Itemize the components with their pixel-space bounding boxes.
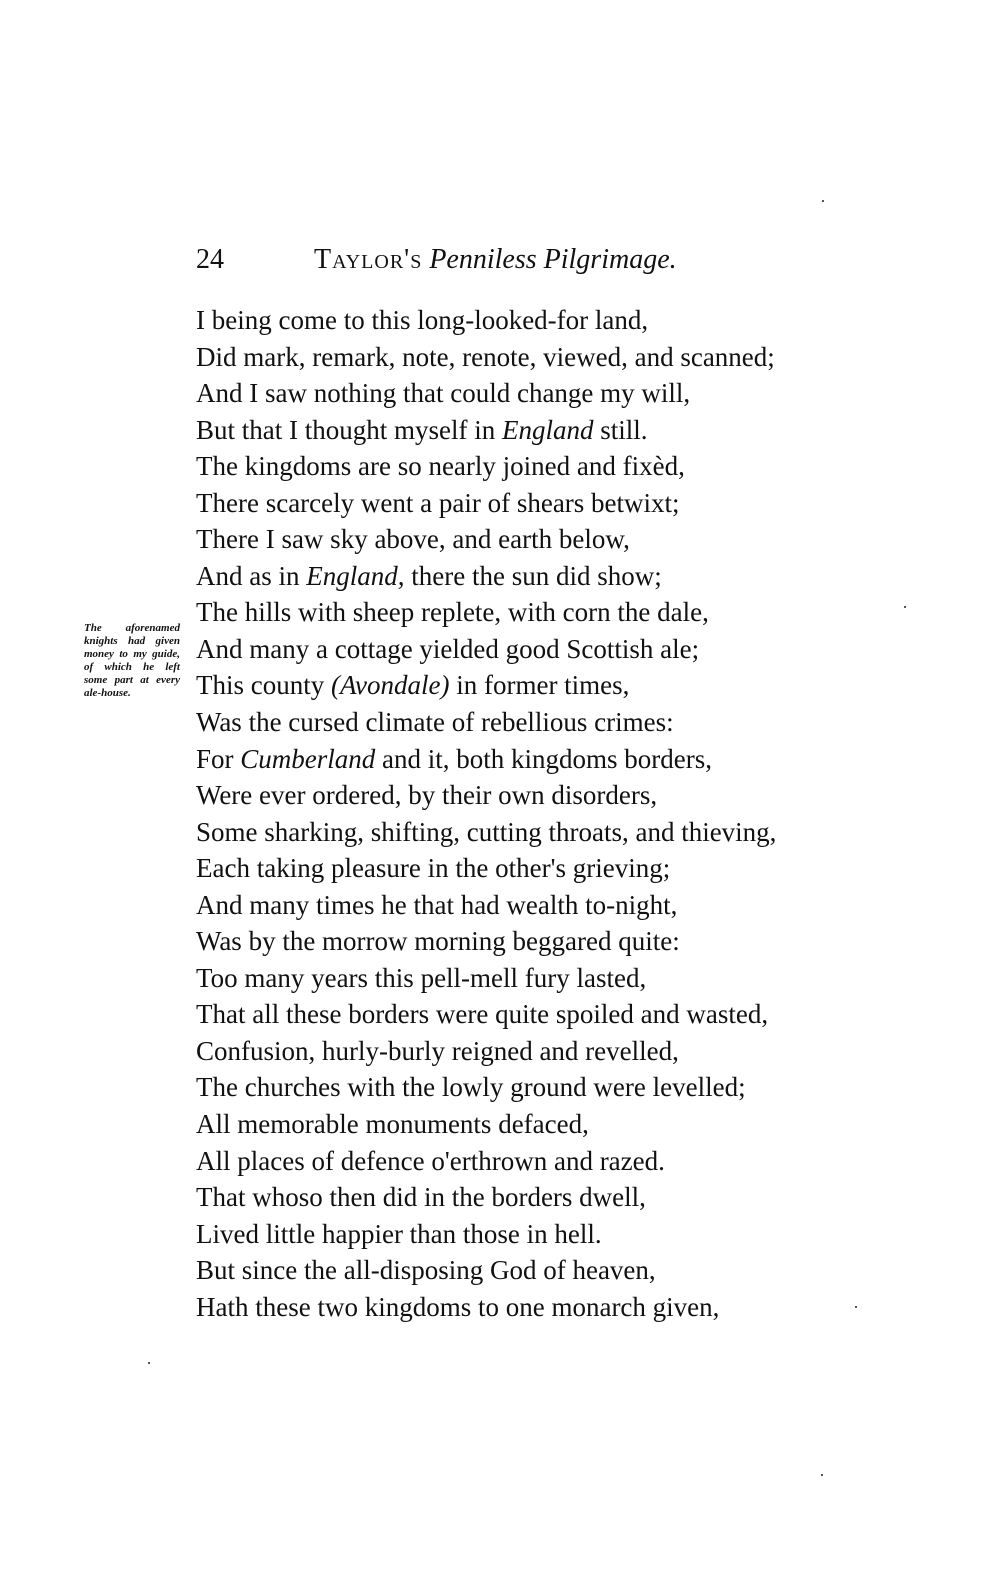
- verse-text: There scarcely went a pair of shears betwixt;: [196, 487, 680, 518]
- verse-line: [196, 814, 876, 851]
- verse-text: That all these borders were quite spoiled and wasted,: [196, 999, 769, 1030]
- verse-line: [196, 777, 876, 814]
- verse-text: All places of defence o'erthrown and razed.: [196, 1145, 665, 1176]
- paper-speck: [822, 200, 824, 202]
- verse-line: [196, 887, 876, 924]
- paper-speck: [148, 1362, 150, 1364]
- verse-text: Too many years this pell-mell fury lasted,: [196, 962, 647, 993]
- verse-line: [196, 1069, 876, 1106]
- verse-text: The hills with sheep replete, with corn the dale,: [196, 597, 709, 628]
- verse-italic-text: England: [501, 414, 594, 445]
- paper-speck: [904, 606, 906, 608]
- verse-text: There I saw sky above, and earth below,: [196, 524, 630, 555]
- verse-line: [196, 1252, 876, 1289]
- page-number: 24: [196, 244, 224, 275]
- verse-text: But since the all-disposing God of heaven,: [196, 1255, 656, 1286]
- verse-text: still.: [593, 414, 648, 445]
- verse-line: [196, 741, 876, 778]
- verse-text: I being come to this long-looked-for land,: [196, 305, 649, 335]
- verse-line: [196, 850, 876, 887]
- marginal-note: The aforenamed knights had given money to my guide, of which he left some part at every ale-house.: [84, 622, 180, 699]
- verse-italic-text: Cumberland: [240, 743, 376, 774]
- verse-text: Was by the morrow morning beggared quite:: [196, 926, 680, 957]
- running-title-work: Penniless Pilgrimage.: [429, 244, 677, 275]
- verse-text: in former times,: [449, 670, 630, 701]
- verse-line: [196, 412, 876, 449]
- verse-line: [196, 1143, 876, 1180]
- verse-line: [196, 704, 876, 741]
- verse-line: [196, 594, 876, 631]
- verse-line: [196, 1216, 876, 1253]
- verse-line: [196, 631, 876, 668]
- verse-text: And many times he that had wealth to-night,: [196, 889, 678, 920]
- verse-text: And I saw nothing that could change my will,: [196, 378, 691, 409]
- verse-italic-text: England,: [306, 560, 405, 591]
- verse-text: For: [196, 743, 241, 774]
- verse-line: [196, 558, 876, 595]
- poem-text: [196, 302, 876, 1325]
- verse-text: This county: [196, 670, 331, 701]
- verse-line: [196, 375, 876, 412]
- verse-text: Some sharking, shifting, cutting throats, and thieving,: [196, 816, 777, 847]
- verse-text: Did mark, remark, note, renote, viewed, and scanned;: [196, 341, 775, 372]
- verse-text: Lived little happier than those in hell.: [196, 1218, 602, 1249]
- running-title-author: Taylor's: [314, 244, 423, 275]
- verse-text: and it, both kingdoms borders,: [375, 743, 712, 774]
- verse-text: But that I thought myself in: [196, 414, 502, 445]
- verse-text: Confusion, hurly-burly reigned and revelled,: [196, 1035, 679, 1066]
- verse-text: there the sun did show;: [404, 560, 662, 591]
- verse-text: Was the cursed climate of rebellious crimes:: [196, 707, 674, 738]
- paper-speck: [855, 1306, 857, 1308]
- verse-text: That whoso then did in the borders dwell,: [196, 1182, 646, 1213]
- verse-line: [196, 667, 876, 704]
- verse-text: All memorable monuments defaced,: [196, 1109, 589, 1140]
- verse-line: [196, 996, 876, 1033]
- verse-text: The kingdoms are so nearly joined and fixèd,: [196, 451, 685, 482]
- verse-text: And as in: [196, 560, 307, 591]
- verse-line: [196, 339, 876, 376]
- verse-line: [196, 1179, 876, 1216]
- verse-text: And many a cottage yielded good Scottish ale;: [196, 633, 700, 664]
- verse-line: [196, 1033, 876, 1070]
- verse-line: [196, 302, 876, 339]
- verse-line: [196, 960, 876, 997]
- verse-text: Hath these two kingdoms to one monarch given,: [196, 1291, 720, 1322]
- verse-line: [196, 521, 876, 558]
- verse-line: [196, 1289, 876, 1326]
- verse-line: [196, 485, 876, 522]
- paper-speck: [821, 1474, 823, 1476]
- verse-text: The churches with the lowly ground were levelled;: [196, 1072, 746, 1103]
- verse-italic-text: (Avondale): [331, 670, 450, 701]
- running-title: [314, 240, 677, 280]
- verse-line: [196, 448, 876, 485]
- verse-line: [196, 1106, 876, 1143]
- verse-text: Were ever ordered, by their own disorders,: [196, 780, 658, 811]
- verse-text: Each taking pleasure in the other's grieving;: [196, 853, 671, 884]
- verse-line: [196, 923, 876, 960]
- running-head: [196, 240, 756, 280]
